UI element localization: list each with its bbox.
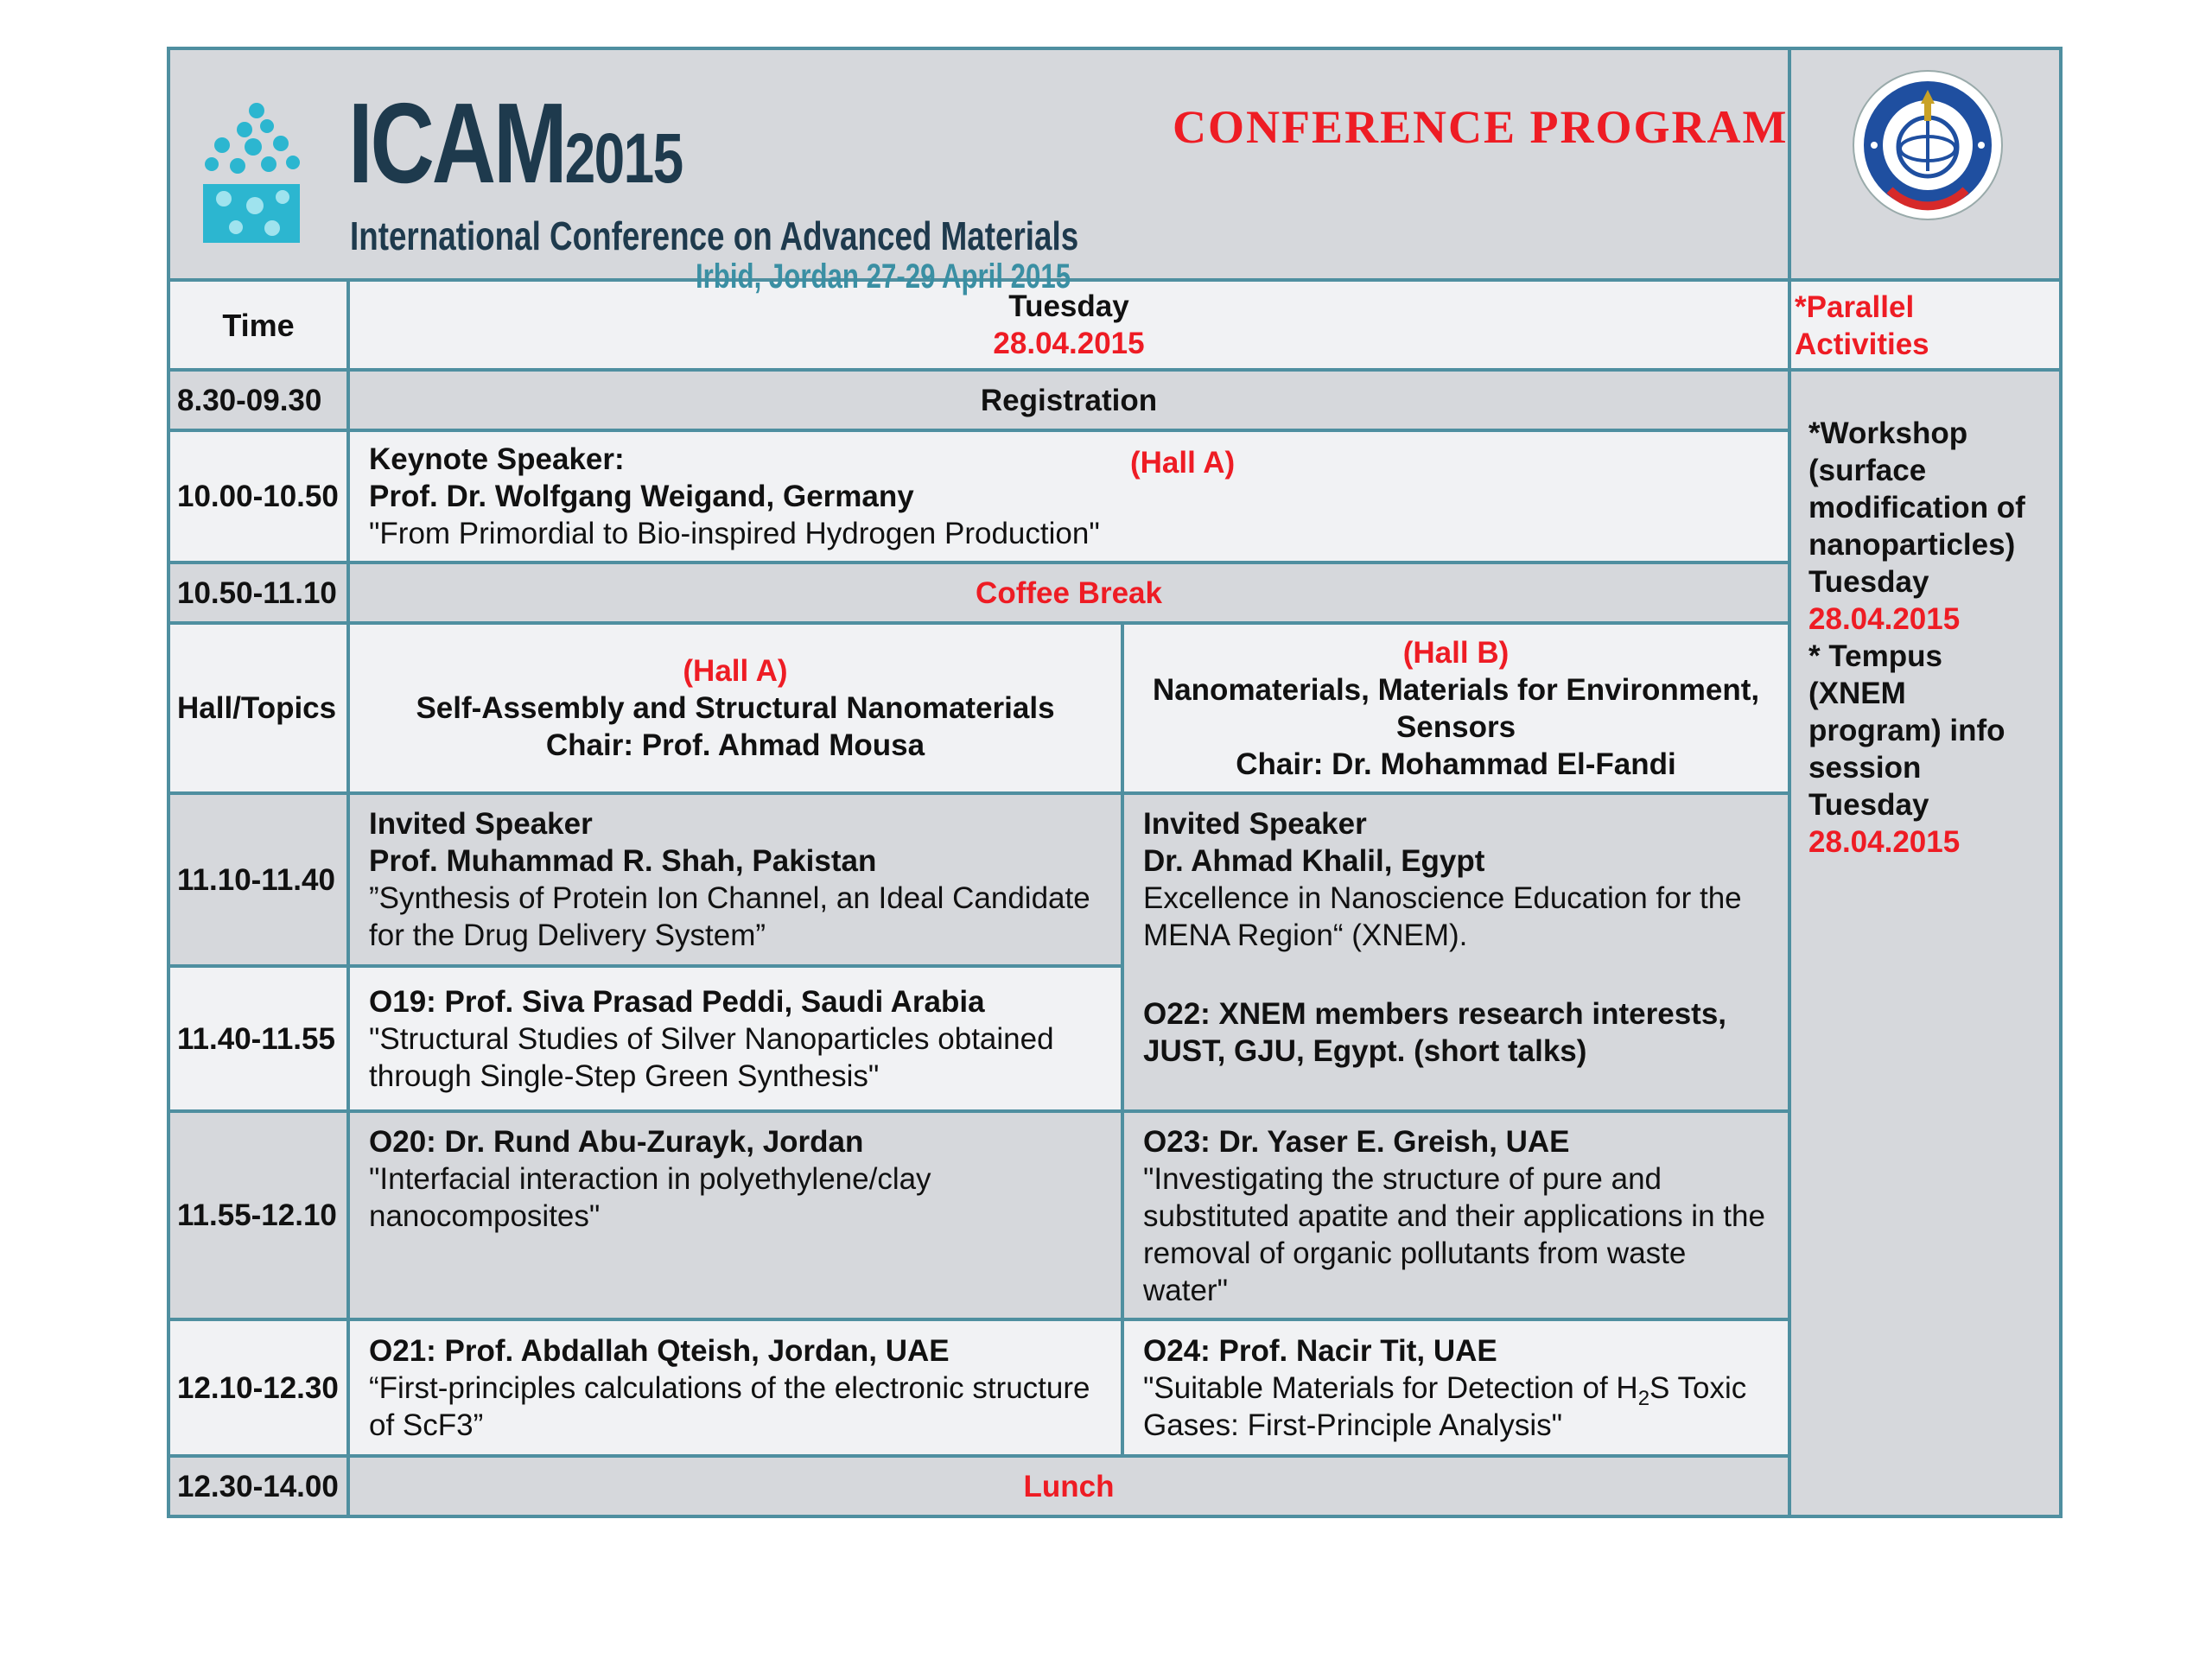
program-title: CONFERENCE PROGRAM [1173,101,1789,153]
tempus-item: * Tempus (XNEM program) info session [1808,639,2005,785]
session-3-b-title: "Investigating the structure of pure and substituted apatite and their applications in the removal of organic pollutants from waste water" [1143,1162,1765,1307]
university-seal-icon [1852,69,2004,221]
brand-name: ICAM2015 [348,79,683,207]
coffee-break-label: Coffee Break [348,563,1789,623]
session-1-b-role: Invited Speaker [1143,807,1367,841]
hall-a-header [348,623,1122,793]
hall-a-label: (Hall A) [683,654,788,688]
keynote-title: "From Primordial to Bio-inspired Hydrogen Production" [369,517,1100,550]
session-3-hall-a [348,1111,1122,1319]
session-4-hall-a [348,1319,1122,1456]
hall-b-label: (Hall B) [1402,635,1510,670]
time-session-3: 11.55-12.10 [168,1111,348,1319]
session-1-b-title: Excellence in Nanoscience Education for the MENA Region“ (XNEM). [1143,881,1742,952]
workshop-day: Tuesday [1808,565,1929,599]
header-banner [168,48,1789,296]
keynote-hall: (Hall A) [1130,446,1236,480]
parallel-activities-header: *Parallel Activities [1789,280,2061,370]
registration-label: Registration [348,370,1789,430]
icam-logo [203,79,1240,296]
session-1-a-title: ”Synthesis of Protein Ion Channel, an Ideal Candidate for the Drug Delivery System” [369,881,1090,952]
time-session-1: 11.10-11.40 [168,793,348,966]
brand-place: Irbid, Jordan 27-29 April 2015 [696,257,1071,296]
session-2-a-speaker: O19: Prof. Siva Prasad Peddi, Saudi Arabia [369,984,985,1019]
keynote-role: Keynote Speaker: [369,442,625,476]
program-table [167,47,2063,1518]
workshop-date: 28.04.2015 [1808,602,1961,636]
keynote-cell [348,430,1789,563]
session-4-b-title: "Suitable Materials for Detection of $H_2S$ Toxic Gases: First-Principle Analysis" [1143,1370,1747,1442]
university-seal-cell [1789,48,2061,280]
session-3-a-speaker: O20: Dr. Rund Abu-Zurayk, Jordan [369,1125,864,1159]
parallel-activities-list [1789,370,2061,1516]
time-lunch: 12.30-14.00 [168,1456,348,1516]
session-3-hall-b [1122,1111,1789,1319]
session-3-a-title: "Interfacial interaction in polyethylene/clay nanocomposites" [369,1162,931,1233]
time-column-header: Time [168,280,348,370]
day-label: Tuesday [1008,289,1129,323]
tempus-day: Tuesday [1808,788,1929,822]
time-keynote: 10.00-10.50 [168,430,348,563]
brand-subtitle: International Conference on Advanced Materials [350,213,1079,258]
session-4-a-title: “First-principles calculations of the electronic structure of ScF3” [369,1370,1090,1442]
hall-b-topic: Nanomaterials, Materials for Environment, Sensors [1152,672,1760,744]
hall-b-header [1122,623,1789,793]
session-1-a-speaker: Prof. Muhammad R. Shah, Pakistan [369,844,877,878]
session-2-hall-a [348,966,1122,1111]
brand-year: 2015 [564,119,683,198]
time-registration: 8.30-09.30 [168,370,348,430]
session-1-a-role: Invited Speaker [369,807,593,841]
session-3-b-speaker: O23: Dr. Yaser E. Greish, UAE [1143,1125,1570,1159]
workshop-item: *Workshop (surface modification of nanoparticles) [1808,416,2025,562]
hall-b-chair: Chair: Dr. Mohammad El-Fandi [1236,747,1676,781]
session-4-a-speaker: O21: Prof. Abdallah Qteish, Jordan, UAE [369,1333,950,1368]
session-4-b-speaker: O24: Prof. Nacir Tit, UAE [1143,1333,1497,1368]
bubbles-logo-icon [203,102,333,249]
hall-a-chair: Chair: Prof. Ahmad Mousa [545,728,925,762]
lunch-label: Lunch [348,1456,1789,1516]
time-session-2: 11.40-11.55 [168,966,348,1111]
date-label: 28.04.2015 [993,327,1145,360]
program-sheet [167,47,2059,1509]
time-session-4: 12.10-12.30 [168,1319,348,1456]
session-1-hall-a [348,793,1122,966]
time-coffee: 10.50-11.10 [168,563,348,623]
session-1-b-speaker: Dr. Ahmad Khalil, Egypt [1143,844,1485,878]
hall-a-topic: Self-Assembly and Structural Nanomaterials [416,691,1055,725]
session-1-2-hall-b [1122,793,1789,1111]
keynote-speaker: Prof. Dr. Wolfgang Weigand, Germany [369,480,914,513]
session-2-a-title: "Structural Studies of Silver Nanoparticles obtained through Single-Step Green Synthesis" [369,1021,1054,1093]
tempus-date: 28.04.2015 [1808,825,1961,859]
subscript-2: 2 [1637,1386,1650,1410]
hall-topics-label: Hall/Topics [168,623,348,793]
session-4-hall-b [1122,1319,1789,1456]
session-2-b-speaker: O22: XNEM members research interests, JUST, GJU, Egypt. (short talks) [1143,997,1727,1068]
